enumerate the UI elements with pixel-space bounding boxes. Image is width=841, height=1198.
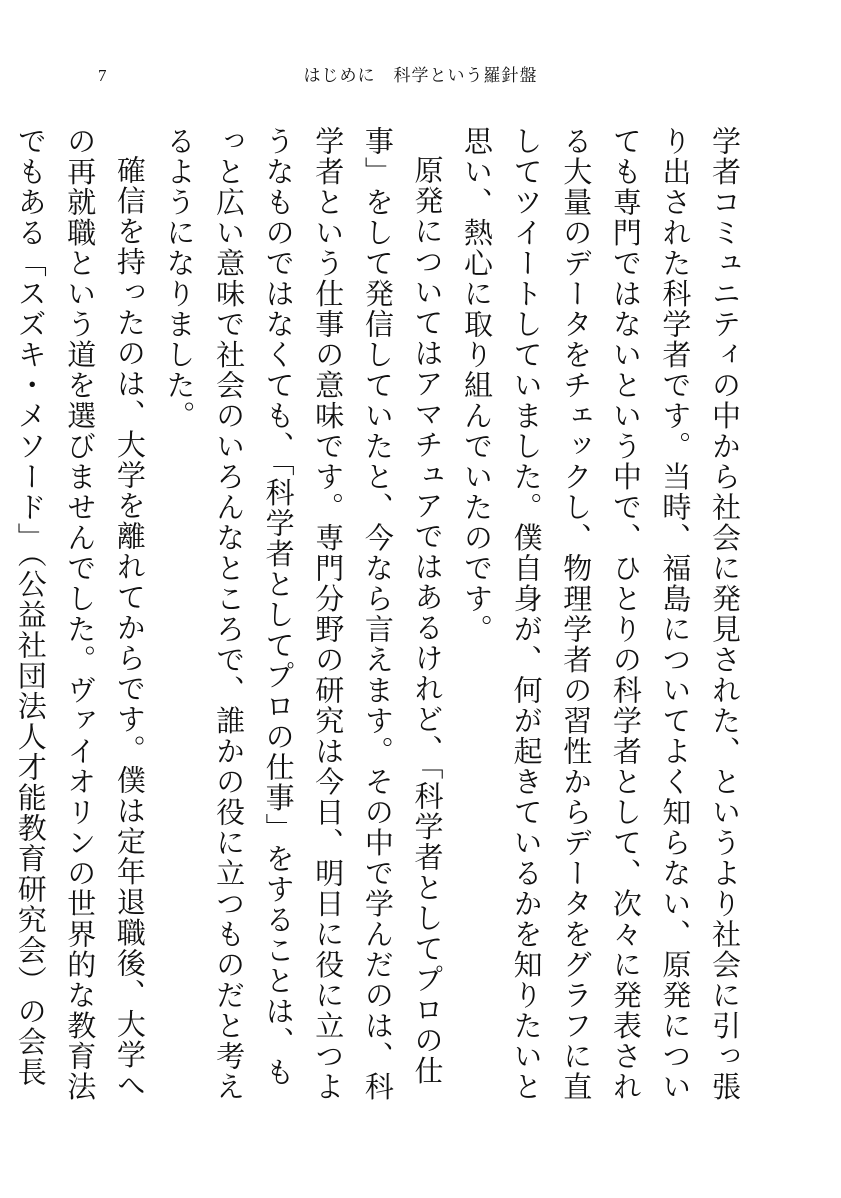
paragraph-1: 学者コミュニティの中から社会に発見された、というより社会に引っ張り出された科学者です。当時、福島についてよく知らない、原発についても専門ではないという中で、ひとりの科学者として、次々に発表される大量のデータをチェックし、物理学者の習性からデータをグラフに直してツイートしていました。僕自身が、何が起きているかを知りたいと思い、熱心に取り組んでいたのです。 <box>460 126 742 1102</box>
paragraph-2: 原発についてはアマチュアではあるけれど、「科学者としてプロの仕事」をして発信していたと、今なら言えます。その中で学んだのは、科学者という仕事の意味です。専門分野の研究は今日、明日に役に立つようなものではなくても、「科学者としてプロの仕事」をすることは、もっと広い意味で社会のいろんなところで、誰かの役に立つものだと考えるようになりました。 <box>162 126 445 1102</box>
paragraph-3 <box>0 126 154 1116</box>
body-text <box>13 126 749 1116</box>
page-number: 7 <box>98 66 107 85</box>
paragraph-3-text-part-1: 確信を持ったのは、大学を離れてからです。僕は定年退職後、大学への再就職という道を選びませんでした。ヴァイオリンの世界的な教育法でもある「スズキ・メソード」（公益社団法人才能教育研究会）の会長 <box>13 126 147 1102</box>
running-head-title: はじめに 科学という羅針盤 <box>303 66 538 86</box>
